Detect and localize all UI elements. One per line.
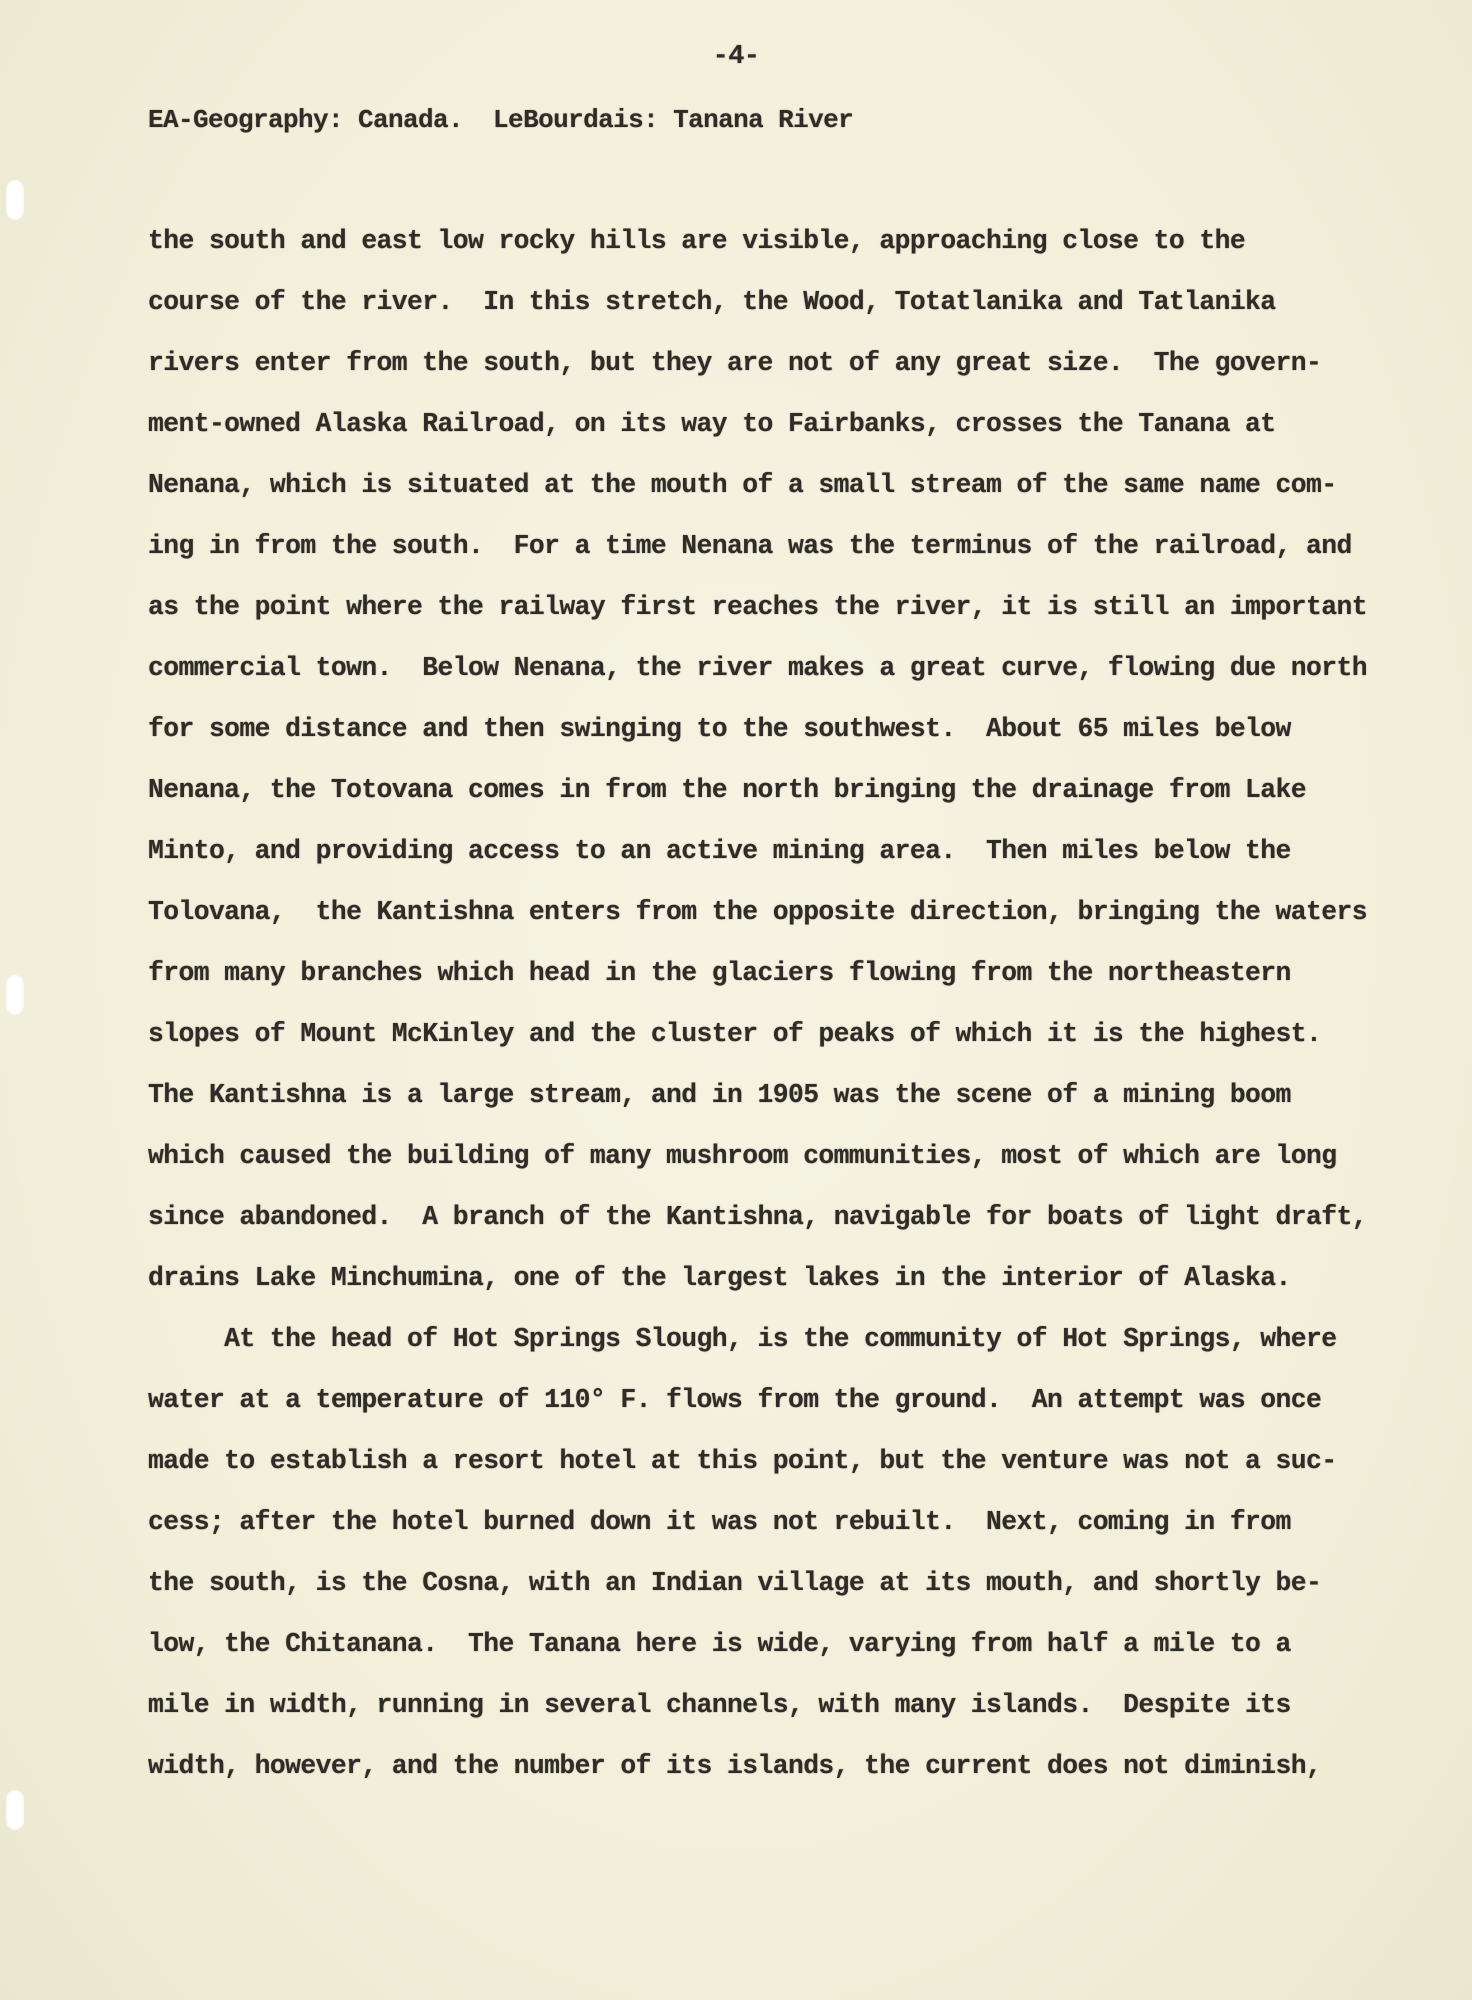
text-line: for some distance and then swinging to the southwest. About 65 miles below [148, 714, 1291, 744]
running-header: EA-Geography: Canada. LeBourdais: Tanana River [148, 105, 854, 135]
text-line: Nenana, the Totovana comes in from the north bringing the drainage from Lake [148, 775, 1307, 805]
text-line: slopes of Mount McKinley and the cluster of peaks of which it is the highest. [148, 1019, 1322, 1049]
text-line: commercial town. Below Nenana, the river makes a great curve, flowing due north [148, 653, 1367, 683]
text-line: Tolovana, the Kantishna enters from the opposite direction, bringing the waters [148, 897, 1367, 927]
text-line: the south, is the Cosna, with an Indian village at its mouth, and shortly be- [148, 1568, 1322, 1598]
text-line: since abandoned. A branch of the Kantishna, navigable for boats of light draft, [148, 1202, 1367, 1232]
text-line: Nenana, which is situated at the mouth of a small stream of the same name com- [148, 470, 1337, 500]
text-line: rivers enter from the south, but they are not of any great size. The govern- [148, 348, 1322, 378]
text-line: course of the river. In this stretch, the Wood, Totatlanika and Tatlanika [148, 287, 1276, 317]
punch-hole [6, 975, 24, 1015]
text-line: At the head of Hot Springs Slough, is the community of Hot Springs, where [148, 1324, 1337, 1354]
text-line: from many branches which head in the glaciers flowing from the northeastern [148, 958, 1291, 988]
text-line: The Kantishna is a large stream, and in 1905 was the scene of a mining boom [148, 1080, 1291, 1110]
text-line: mile in width, running in several channels, with many islands. Despite its [148, 1690, 1291, 1720]
body-text [148, 224, 1378, 1810]
text-line: cess; after the hotel burned down it was not rebuilt. Next, coming in from [148, 1507, 1291, 1537]
text-line: water at a temperature of 110° F. flows from the ground. An attempt was once [148, 1385, 1322, 1415]
punch-hole [6, 180, 24, 220]
text-line: made to establish a resort hotel at this point, but the venture was not a suc- [148, 1446, 1337, 1476]
text-line: drains Lake Minchumina, one of the largest lakes in the interior of Alaska. [148, 1263, 1291, 1293]
text-line: low, the Chitanana. The Tanana here is wide, varying from half a mile to a [148, 1629, 1291, 1659]
text-line: which caused the building of many mushroom communities, most of which are long [148, 1141, 1337, 1171]
text-line: ing in from the south. For a time Nenana was the terminus of the railroad, and [148, 531, 1352, 561]
page-number: -4- [712, 42, 760, 72]
punch-hole [6, 1790, 24, 1830]
text-line: as the point where the railway first reaches the river, it is still an important [148, 592, 1367, 622]
text-line: width, however, and the number of its islands, the current does not diminish, [148, 1751, 1322, 1781]
text-line: the south and east low rocky hills are visible, approaching close to the [148, 226, 1246, 256]
text-line: ment-owned Alaska Railroad, on its way to Fairbanks, crosses the Tanana at [148, 409, 1276, 439]
text-line: Minto, and providing access to an active mining area. Then miles below the [148, 836, 1291, 866]
